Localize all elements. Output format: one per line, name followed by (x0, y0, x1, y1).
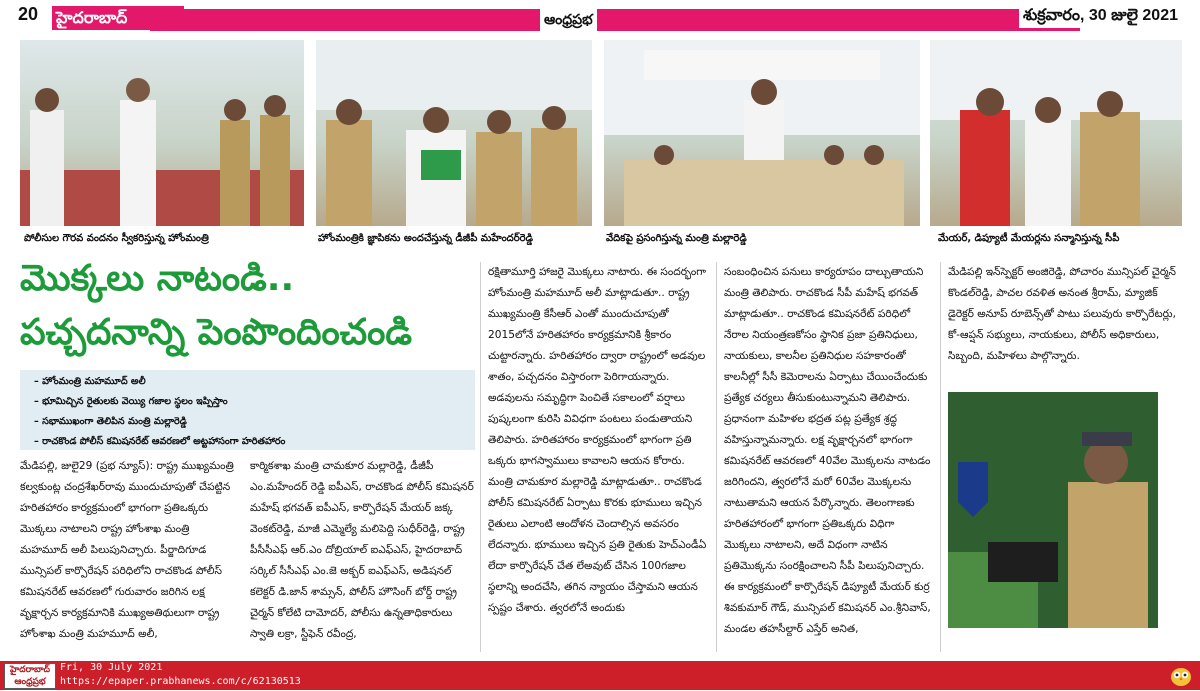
photo-caption: వేదికపై ప్రసంగిస్తున్న మంత్రి మల్లారెడ్డి (606, 233, 747, 244)
photo-caption: మేయర్, డిప్యూటీ మేయర్లను సన్మానిస్తున్న సీపీ (938, 233, 1120, 244)
column-text: రక్షితామూర్తి హాజరై మొక్కలు నాటారు. ఈ సందర్భంగా హోంమంత్రి మహమూద్ అలీ మాట్లాడుతూ.. రాష్ట్ర ముఖ్యమంత్రి కేసీఆర్ ఎంతో ముందుచూపుతో 2015లోనే హరితహారం కార్యక్రమానికి శ్రీకారం చుట్టారన్నారు. హరితహారం ద్వారా రాష్ట్రంలో అడవుల శాతం, పచ్చదనం విస్తారంగా పెరిగాయన్నారు. అడవులను సమృద్ధిగా పెంచితే సకాలంలో వర్షాలు పుష్కలంగా కురిసి వివిధగా పంటలు పండుతాయని తెలిపారు. హరితహారం కార్యక్రమంలో భాగంగా ప్రతి ఒక్కరు భాగస్వాములు కావాలని ఆయన కోరారు. మంత్రి చామకూర మల్లారెడ్డి మాట్లాడుతూ.. రాచకొండ పోలీస్ కమిషనరేట్ ఏర్పాటు కొరకు భూములు ఇచ్చిన రైతులు ఎలాంటి ఆందోళన చెందాల్సిన అవసరం లేదన్నారు. భూములు ఇచ్చిన ప్రతి రైతుకు హెచ్ఎండీఏ లేదా కార్పొరేషన్ చేత లేఅవుట్ చేసిన 100గజాల స్థలాన్ని అందచేసి, తగిన న్యాయం చేస్తామని ఆయన స్పష్టం చేశారు. త్వరలోనే అందుకు (488, 266, 707, 614)
headline-line: పచ్చదనాన్ని పెంపొందించండి (20, 312, 413, 353)
photo-memento (316, 40, 592, 226)
highlight-item: – సభాముఖంగా తెలిపిన మంత్రి మల్లారెడ్డి (34, 412, 475, 432)
article-column (724, 262, 934, 654)
column-text: మేడిపల్లి, జులై29 (ప్రభ న్యూస్): రాష్ట్ర ముఖ్యమంత్రి కల్వకుంట్ల చంద్రశేఖర్‌రావు ముందుచూపుతో చేపట్టిన హరితహారం కార్యక్రమంలో భాగంగా ప్రతిఒక్కరు మొక్కలు నాటాలని రాష్ట్ర హోంశాఖ మంత్రి మహమూద్ అలీ పిలుపునిచ్చారు. పీర్జాదిగూడ మున్సిపల్ కార్పొరేషన్ పరిధిలోని రాచకొండ పోలీస్ కమిషనరేట్ ఆవరణలో గురువారం జరిగిన లక్ష వృక్షార్చన కార్యక్రమానికి ముఖ్యఅతిథులుగా రాష్ట్ర హోంశాఖ మంత్రి మహమూద్ అలీ, (20, 460, 234, 640)
photo-commissioner (948, 392, 1158, 628)
column-text: కార్మికశాఖ మంత్రి చామకూర మల్లారెడ్డి, డీజీపీ ఎం.మహేందర్ రెడ్డి ఐపీఎస్, రాచకొండ పోలీస్ కమిషనర్ మహేష్ భగవత్ ఐపీఎస్, కార్పొరేషన్ మేయర్ జక్క వెంకట్‌రెడ్డి, మాజీ ఎమ్మెల్యే మలిపెద్ది సుధీర్‌రెడ్డి, రాష్ట్ర పీసీసీఎఫ్ ఆర్.ఎం దోబ్రియాల్ ఐఎఫ్‌ఎస్, హైదరాబాద్ సర్కిల్ సీసీఎఫ్ ఎం.జె అక్బర్ ఐఎఫ్‌ఎస్, అడిషనల్ కలెక్టర్ డి.జాన్ శామ్సన్, పోలీస్ హౌసింగ్ బోర్డ్ రాష్ట్ర చైర్మన్ కోలేటి దామోదర్, పోలీసు ఉన్నతాధికారులు స్వాతి లక్రా, స్టీఫెన్ రవీంద్ర, (250, 460, 474, 640)
owl-mascot-icon (1168, 663, 1194, 687)
photo-caption: హోంమంత్రికి జ్ఞాపికను అందచేస్తున్న డీజీపీ మహేందర్‌రెడ్డి (318, 233, 533, 244)
newspaper-logo: ఆంధ్రప్రభ (540, 9, 597, 31)
highlights-box (20, 370, 475, 450)
issue-date: శుక్రవారం, 30 జులై 2021 (1019, 6, 1182, 28)
city-name: హైదరాబాద్ (56, 8, 128, 27)
highlight-item: – హోంమంత్రి మహమూద్ అలీ (34, 372, 475, 392)
column-text: మేడిపల్లి ఇన్‌స్పెక్టర్ అంజిరెడ్డి, పోచారం మున్సిపల్ చైర్మన్ కొండల్‌రెడ్డి, పాచల రవళిత అనంత శ్రీరామ్, మ్యాజిక్ డైరెక్టర్ అనూప్ రూబెన్స్‌తో పాటు పలువురు కార్పొరేటర్లు, కో-ఆప్షన్ సభ్యులు, నాయకులు, పోలీస్ అధికారులు, సిబ్బంది, మహిళలు పాల్గొన్నారు. (948, 266, 1176, 362)
footer-date: Fri, 30 July 2021 (60, 662, 163, 673)
article-headline (20, 252, 490, 360)
headline-line: మొక్కలు నాటండి.. (20, 258, 295, 299)
page-number: 20 (18, 4, 39, 24)
column-rule (716, 262, 717, 652)
photo-guard-of-honour (20, 40, 304, 226)
page-header (0, 0, 1200, 36)
photo-minister-speech (604, 40, 920, 226)
article-column (488, 262, 710, 654)
article-column (250, 456, 474, 654)
article-column (20, 456, 238, 654)
footer-logo: హైదరాబాద్ ఆంధ్రప్రభ (4, 663, 56, 689)
highlight-item: – భూమిచ్చిన రైతులకు వెయ్యి గజాల స్థలం ఇప్పిస్తాం (34, 392, 475, 412)
article-column (948, 262, 1182, 388)
column-rule (480, 262, 481, 652)
highlight-item: – రాచకొండ పోలీస్ కమిషనరేట్ ఆవరణలో అట్టహాసంగా హరితహారం (34, 432, 475, 452)
photo-caption: పోలీసుల గౌరవ వందనం స్వీకరిస్తున్న హోంమంత్రి (24, 233, 209, 244)
photo-felicitation (930, 40, 1182, 226)
epaper-link[interactable]: https://epaper.prabhanews.com/c/62130513 (60, 676, 301, 687)
column-text: సంబంధించిన పనులు కార్యరూపం దాల్చుతాయని మంత్రి తెలిపారు. రాచకొండ సీపీ మహేష్ భగవత్ మాట్లాడుతూ.. రాచకొండ కమిషనరేట్ పరిధిలో నేరాల నియంత్రణకోసం స్థానిక ప్రజా ప్రతినిధులు, నాయకులు, కాలనీల ప్రతినిధుల సహకారంతో కాలనీల్లో సీసీ కెమెరాలను ఏర్పాటు చేయించేందుకు ప్రత్యేక చర్యలు తీసుకుంటున్నామని తెలిపారు. ప్రధానంగా మహిళల భద్రత పట్ల ప్రత్యేక శ్రద్ధ వహిస్తున్నామన్నారు. లక్ష వృక్షార్చనలో భాగంగా కమిషనరేట్ ఆవరణలో 40వేల మొక్కలను నాటడం జరిగిందని, త్వరలోనే మరో 60వేల మొక్కలను నాటుతామని ఆయన పేర్కొన్నారు. తెలంగాణకు హరితహారంలో భాగంగా ప్రతిఒక్కరు విధిగా మొక్కలు నాటాలని, అదే విధంగా నాటిన ప్రతిమొక్కను సంరక్షించాలని సీపీ పిలుపునిచ్చారు. ఈ కార్యక్రమంలో కార్పొరేషన్ డిప్యూటీ మేయర్ కుర్ర శివకుమార్ గౌడ్, మున్సిపల్ కమిషనర్ ఎం.శ్రీనివాస్, మండల తహసీల్దార్ ఎస్తేర్ అనిత, (724, 266, 931, 635)
header-band (150, 9, 1080, 31)
column-rule (940, 262, 941, 652)
